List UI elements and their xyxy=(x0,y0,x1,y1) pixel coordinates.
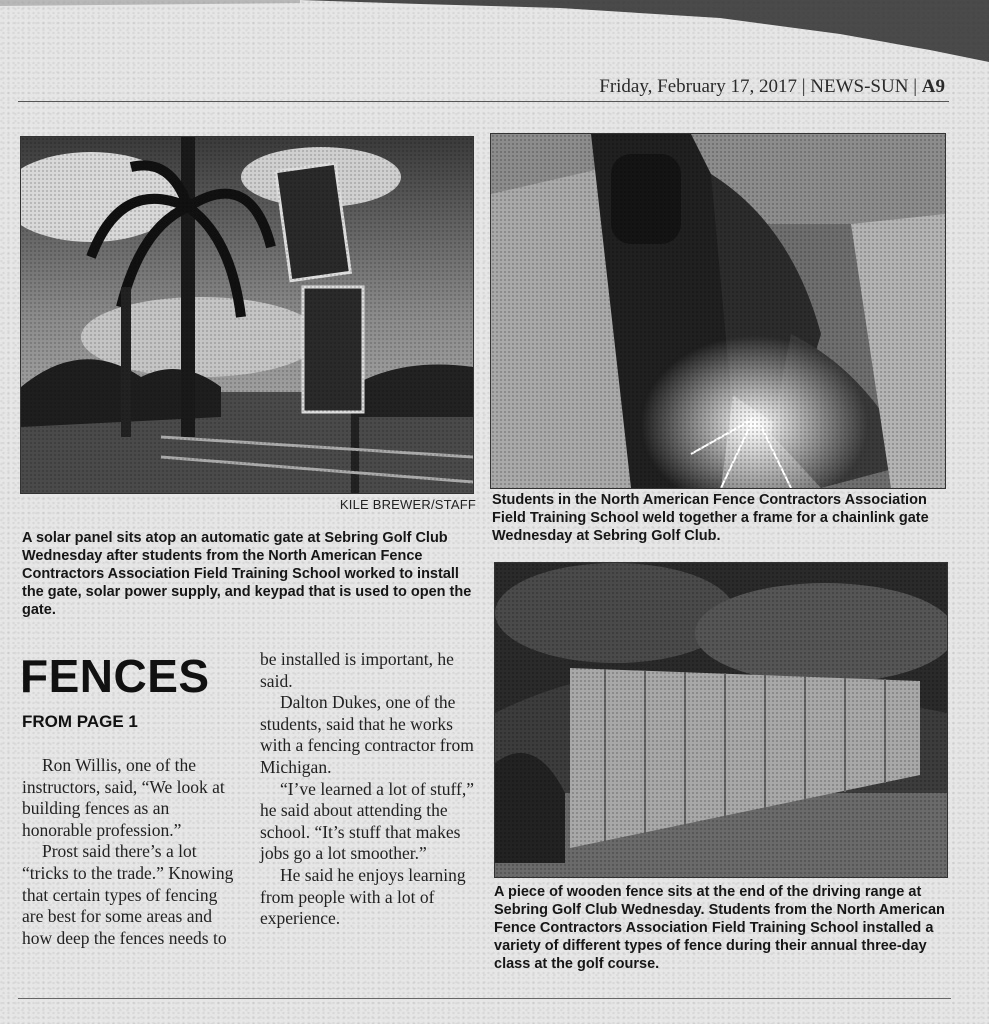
welding-caption: Students in the North American Fence Contractors Association Field Training School weld together a frame for a chainlink gate Wednesday at Sebring Golf Club. xyxy=(492,492,929,544)
article-paragraph: Prost said there’s a lot “tricks to the trade.” Knowing that certain types of fencing are best for some areas and how deep the fences needs to xyxy=(22,841,234,948)
photo-credit: KILE BREWER/STAFF xyxy=(339,497,476,512)
jump-line: FROM PAGE 1 xyxy=(22,712,138,731)
article-paragraph: Dalton Dukes, one of the students, said that he works with a fencing contractor from Michigan. xyxy=(260,692,474,777)
article-headline: FENCES xyxy=(20,650,210,702)
bottom-rule xyxy=(18,998,951,999)
header-date: Friday, February 17, 2017 xyxy=(599,76,797,97)
header-rule xyxy=(18,101,949,102)
header-paper-name: NEWS-SUN xyxy=(810,76,909,97)
article-paragraph: “I’ve learned a lot of stuff,” he said about attending the school. “It’s stuff that makes jobs go a lot smoother.” xyxy=(260,778,475,864)
article-column-2 xyxy=(260,649,480,930)
header-separator: | xyxy=(913,76,922,97)
solar-gate-caption: A solar panel sits atop an automatic gate at Sebring Golf Club Wednesday after students from the North American Fence Contractors Association Field Training School worked to install the gate, solar power supply, and keypad that is used to open the gate. xyxy=(22,530,472,618)
article-paragraph: Ron Willis, one of the instructors, said, “We look at building fences as an honorable profession.” xyxy=(22,755,225,840)
welding-photo xyxy=(490,133,946,489)
wooden-fence-photo xyxy=(494,562,948,878)
page-edge-shadow xyxy=(0,0,989,70)
page-header xyxy=(599,76,945,98)
article-column-1 xyxy=(22,755,237,949)
solar-gate-photo xyxy=(20,136,474,494)
header-page-number: A9 xyxy=(921,76,945,97)
article-paragraph: be installed is important, he said. xyxy=(260,649,454,691)
article-paragraph: He said he enjoys learning from people with a lot of experience. xyxy=(260,864,466,929)
wooden-fence-caption: A piece of wooden fence sits at the end of the driving range at Sebring Golf Club Wednesday. Students from the North American Fence Contractors Association Field Training School installed a variety of different types of fence during their annual three-day class at the golf course. xyxy=(494,884,945,972)
header-separator: | xyxy=(801,76,811,97)
